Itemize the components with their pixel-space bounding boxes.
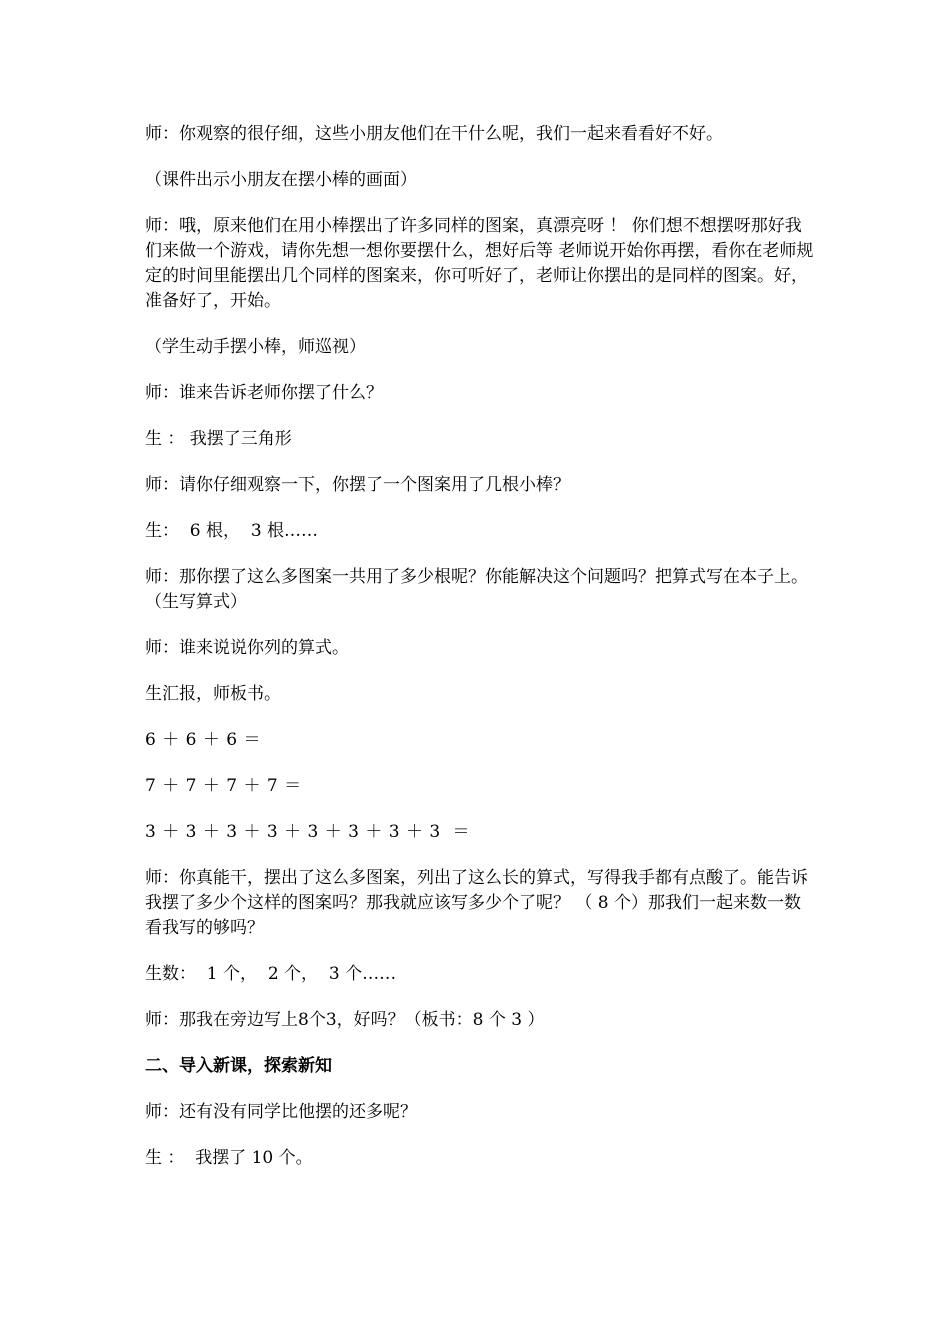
paragraph-teacher-write: 师：那我在旁边写上8个3，好吗？（板书：8 个 3 ） <box>145 1010 545 1030</box>
paragraph-teacher-praise: 师：你真能干，摆出了这么多图案，列出了这么长的算式，写得我手都有点酸了。能告诉我摆了多少个这样的图案吗？那我就应该写多少个了呢？ （ 8 个）那我们一起来数一数看我写的够吗？ <box>145 868 808 938</box>
formula-six: 6 ＋ 6 ＋ 6 ＝ <box>145 730 261 750</box>
paragraph-student-triangle: 生 ： 我摆了三角形 <box>145 429 292 449</box>
paragraph-teacher-total: 师：那你摆了这么多图案一共用了多少根呢？你能解决这个问题吗？把算式写在本子上。（生写算式） <box>145 567 808 612</box>
paragraph-teacher-more: 师：还有没有同学比他摆的还多呢？ <box>145 1102 417 1122</box>
paragraph-teacher-observe: 师：你观察的很仔细，这些小朋友他们在干什么呢，我们一起来看看好不好。 <box>145 124 723 144</box>
paragraph-teacher-ask-formula: 师：谁来说说你列的算式。 <box>145 638 349 658</box>
paragraph-teacher-count-sticks: 师：请你仔细观察一下，你摆了一个图案用了几根小棒？ <box>145 475 570 495</box>
paragraph-teacher-game: 师：哦，原来他们在用小棒摆出了许多同样的图案，真漂亮呀 ！ 你们想不想摆呀那好我们来做一个游戏，请你先想一想你要摆什么，想好后等 老师说开始你再摆，看你在老师规定的时间里能摆出几个同样的图案来，你可听好了，老师让你摆出的是同样的图案。好，准备好了，开始。 <box>145 216 814 311</box>
paragraph-teacher-question: 师：谁来告诉老师你摆了什么？ <box>145 383 383 403</box>
paragraph-student-sticks: 生： 6 根， 3 根…… <box>145 521 319 541</box>
formula-seven: 7 ＋ 7 ＋ 7 ＋ 7 ＝ <box>145 776 302 796</box>
section-heading: 二、导入新课，探索新知 <box>145 1056 332 1076</box>
paragraph-student-ten: 生 ： 我摆了 10 个。 <box>145 1148 313 1168</box>
formula-three: 3 ＋ 3 ＋ 3 ＋ 3 ＋ 3 ＋ 3 ＋ 3 ＋ 3 ＝ <box>145 822 470 842</box>
paragraph-students-activity: （学生动手摆小棒，师巡视） <box>145 337 366 357</box>
paragraph-students-count: 生数： 1 个， 2 个， 3 个…… <box>145 964 397 984</box>
paragraph-courseware-note: （课件出示小朋友在摆小棒的画面） <box>145 170 417 190</box>
paragraph-report: 生汇报，师板书。 <box>145 684 281 704</box>
document-body <box>145 122 815 1192</box>
